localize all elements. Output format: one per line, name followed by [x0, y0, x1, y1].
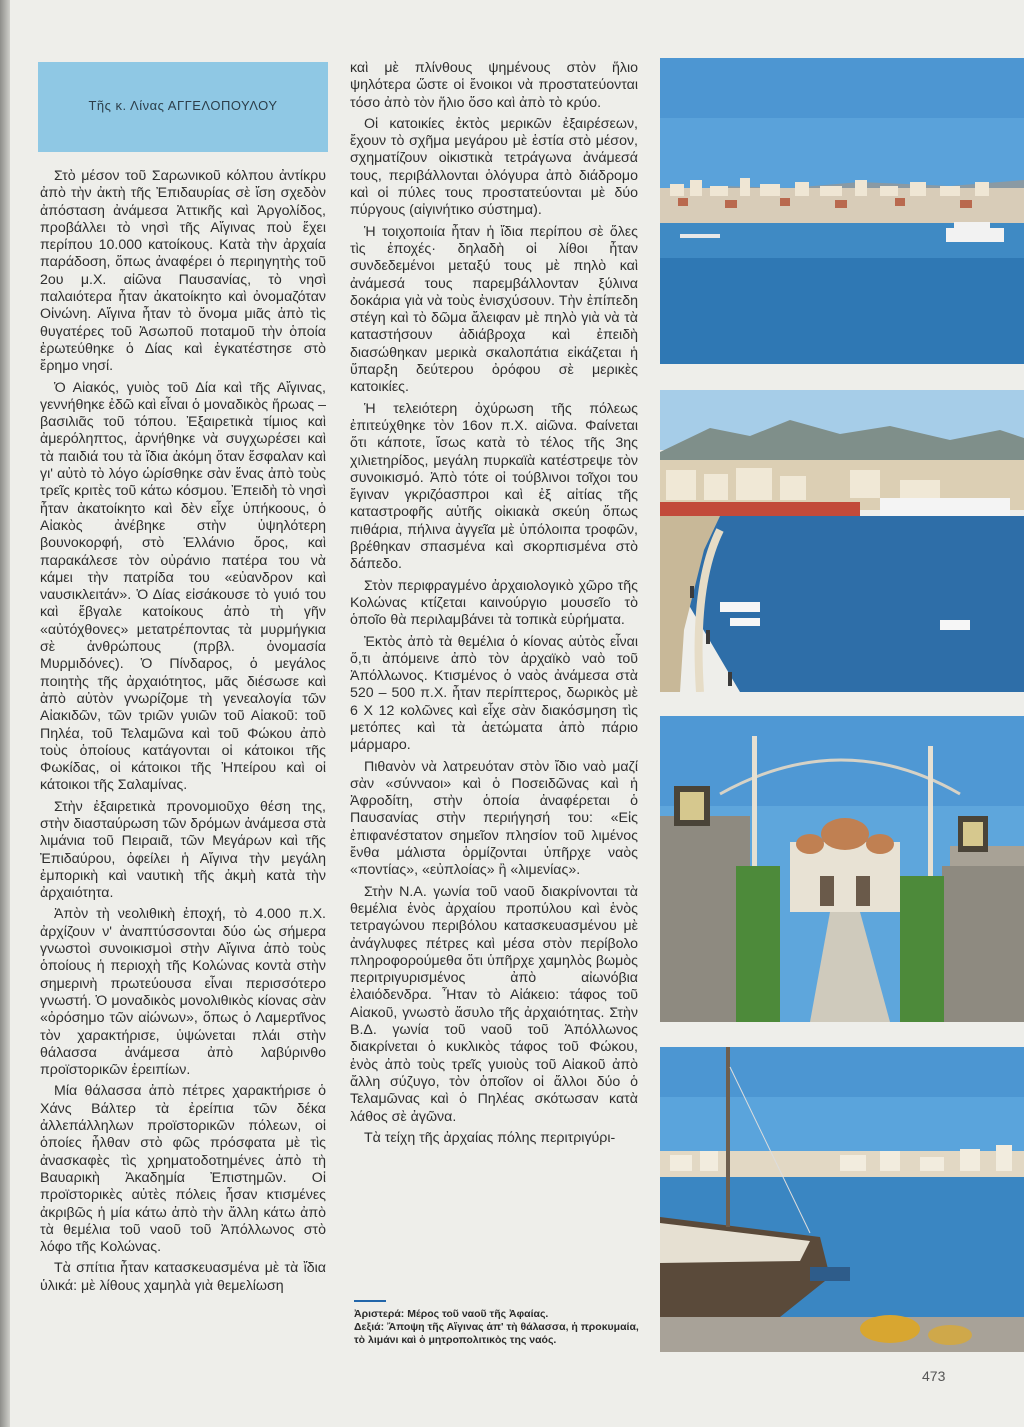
paragraph: Οἱ κατοικίες ἐκτὸς μερικῶν ἐξαιρέσεων, ἔχουν τὸ σχῆμα μεγάρου μὲ ἑστία στὸ μέσον, σχηματίζουν οἰκιστικὰ τετράγωνα ἀνάμεσά τους, περιβάλλονται ὁλόγυρα ἀπὸ διάδρομο καὶ οἱ πύλες τους προστατεύονται μὲ δύο πύργους (αἰγινήτικο σύστημα).	[350, 115, 638, 219]
paragraph: Ἡ τελειότερη ὀχύρωση τῆς πόλεως ἐπιτεύχθηκε τὸν 16ον π.Χ. αἰῶνα. Φαίνεται ὅτι κάποτε, ἴσως κατὰ τὸ τέλος τῆς 3ης χιλιετηρίδος, μεγάλη πυρκαϊὰ κατέστρεψε τὸν συνοικισμό. Ἀπὸ τότε οἱ τούβλινοι τοῖχοι του ἔγιναν γκριζόασπροι καὶ ἐξ αἰτίας τῆς καταστροφῆς αὐτῆς οἰκιακὰ σκεύη ὅπως πιθάρια, πήλινα ἀγγεῖα μὲ ὑπόλοιπα τροφῶν, βρέθηκαν σπασμένα καὶ σκορπισμένα στὸ δάπεδο.	[350, 400, 638, 573]
page-binding-shadow	[0, 0, 10, 1427]
photo-quay-harbor	[660, 390, 1024, 692]
paragraph: Ἀπὸν τὴ νεολιθικὴ ἐποχή, τὸ 4.000 π.Χ. ἀρχίζουν ν' ἀναπτύσσονται δύο ὡς σήμερα γνωστοὶ συνοικισμοὶ στὴν Αἴγινα ἀπὸ τοὺς ὁποίους ἡ περιοχὴ τῆς Κολώνας κοντὰ στὴν σημερινὴ πρωτεύουσα εἶναι περισσότερο γνωστή. Ὁ μοναδικὸς μονολιθικὸς κίονας σὰν «ὀρόσημο τῶν αἰώνων», ὅπως ὁ Λαμερτῖνος τὸν χαρακτήρισε, ὑψώνεται πλάι στὴν θάλασσα ἀνάμεσα ἀπὸ λαβύρινθο προϊστορικῶν ἐρειπίων.	[40, 906, 326, 1079]
byline-box	[38, 62, 328, 152]
paragraph: Ἐκτὸς ἀπὸ τὰ θεμέλια ὁ κίονας αὐτὸς εἶναι ὅ,τι ἀπόμεινε ἀπὸ τὸν ἀρχαϊκὸ ναὸ τοῦ Ἀπόλλωνος. Κτισμένος ὁ ναὸς ἀνάμεσα στὰ 520 – 500 π.Χ. ἦταν περίπτερος, δωρικὸς μὲ 6 Χ 12 κολῶνες καὶ εἶχε σὰν διακόσμηση τὶς μετόπες καὶ τὰ ἀετώματα ἀπὸ πάριο μάρμαρο.	[350, 633, 638, 754]
photo-aegina-from-sea	[660, 58, 1024, 364]
paragraph: Μία θάλασσα ἀπὸ πέτρες χαρακτήρισε ὁ Χάνς Βάλτερ τὰ ἐρείπια τῶν δέκα ἀλλεπάλληλων προϊστορικῶν πόλεων, οἱ ὁποίες ἦλθαν στὸ φῶς πρόσφατα μὲ τὶς ἀνασκαφὲς τὶς χρηματοδοτημένες ἀπὸ τὴ Βαυαρικὴ Ἀκαδημία Ἐπιστημῶν. Οἱ προϊστορικὲς αὐτὲς πόλεις ἦσαν κτισμένες ἀκριβῶς ἡ μία κάτω ἀπὸ τὴν ἄλλη κάτω ἀπὸ τὰ θεμέλια τοῦ ναοῦ τοῦ Ἀπόλλωνος στὸ λόφο τῆς Κολώνας.	[40, 1083, 326, 1256]
photo-caption	[354, 1300, 650, 1347]
photo-fishing-harbor	[660, 1047, 1024, 1352]
paragraph: Ἡ τοιχοποιία ἦταν ἡ ἴδια περίπου σὲ ὅλες τὶς ἐποχές· δηλαδὴ οἱ λίθοι ἦταν συνδεδεμένοι μεταξύ τους μὲ πηλὸ καὶ ἀνάμεσά τους παρεμβάλλονταν ξύλινα δοκάρια γιὰ νὰ τοὺς ἐνισχύσουν. Τὴν ἐπίπεδη στέγη καὶ τὸ δῶμα ἄλειφαν μὲ πηλὸ γιὰ νὰ τὰ καταστήσουν ἀδιάβροχα καὶ ἐπειδὴ διασώθηκαν μερικὰ σκαλοπάτια εἰκάζεται ἡ ὕπαρξη δεύτερου ὀρόφου σὲ μερικὲς κατοικίες.	[350, 223, 638, 396]
paragraph: Ὁ Αἰακός, γυιὸς τοῦ Δία καὶ τῆς Αἴγινας, γεννήθηκε ἐδῶ καὶ εἶναι ὁ μοναδικὸς ἥρωας – βασιλιᾶς τοῦ τόπου. Ἐξαιρετικὰ τίμιος καὶ ἀμερόληπτος, ἀρνήθηκε νὰ συγχωρέσει καὶ τὰ παιδιά του τὰ ἴδια ἀκόμη ὅταν ἔσφαλαν καὶ γι' αὐτὸ τὸ λόγο ὡρίσθηκε σὰν ἕνας ἀπὸ τοὺς τρεῖς κριτὲς τοῦ κάτω κόσμου. Ἐπειδὴ τὸ νησὶ ἦταν ἀκατοίκητο καὶ δὲν εἶχε ὑπήκοους, ὁ Αἰακὸς ἀνέβηκε στὴν ὑψηλότερη βουνοκορφή, στὸ Ἑλλάνιο ὄρος, καὶ παρακάλεσε τὸν οὐράνιο πατέρα του νὰ κάμει τὴν πατρίδα του «εὐανδρον καὶ ναυσικλειτάν». Ὁ Δίας εἰσάκουσε τὸ γυιό του καὶ ἔβγαλε κατοίκους ἀπὸ τὴ γῆν «αὐτόχθονες» μετατρέποντας τὰ μυρμήγκια σὲ ἀνθρώπους (πρβλ. ὀνομασία Μυρμιδόνες). Ὁ Πίνδαρος, ὁ μεγάλος ποιητὴς τῆς ἀρχαιότητος, μᾶς διέσωσε καὶ ἀπὸ αὐτὸν γνωρίζομε τὴ γενεαλογία τῶν Αἰακιδῶν, τῶν τριῶν γυιῶν τοῦ Αἰακοῦ: τοῦ Πηλέα, τοῦ Τελαμῶνα καὶ τοῦ Φώκου ἀπὸ τοὺς ὁποίους κατάγονται οἱ κάτοικοι τῆς Φωκίδας, οἱ κάτοικοι τῆς Ἠπείρου καὶ οἱ κάτοικοι τῆς Σαλαμίνας.	[40, 379, 326, 794]
text-column-left	[40, 168, 326, 1299]
paragraph: καὶ μὲ πλίνθους ψημένους στὸν ἥλιο ψηλότερα ὥστε οἱ ἔνοικοι νὰ προστατεύονται τόσο ἀπὸ τὸν ἥλιο ὅσο καὶ ἀπὸ τὸ κρύο.	[350, 60, 638, 111]
caption-left: Ἀριστερά: Μέρος τοῦ ναοῦ τῆς Ἀφαίας.	[354, 1308, 549, 1320]
photo-church-gate	[660, 716, 1024, 1022]
paragraph: Στὴν ἐξαιρετικὰ προνομιοῦχο θέση της, στὴν διασταύρωση τῶν δρόμων ἀνάμεσα στὰ λιμάνια τοῦ Πειραιᾶ, τῶν Μεγάρων καὶ τῆς Ἐπιδαύρου, ὀφείλει ἡ Αἴγινα τὴν μεγάλη ἐμπορικὴ καὶ ναυτικὴ τῆς ἀκμὴ κατὰ τὴν ἀρχαιότητα.	[40, 798, 326, 902]
paragraph: Στὸν περιφραγμένο ἀρχαιολογικὸ χῶρο τῆς Κολώνας κτίζεται καινούργιο μουσεῖο τὸ ὁποῖο θὰ περιλαμβάνει τὰ τοπικὰ εὑρήματα.	[350, 577, 638, 629]
paragraph: Στὴν Ν.Α. γωνία τοῦ ναοῦ διακρίνονται τὰ θεμέλια ἑνὸς ἀρχαίου προπύλου καὶ ἑνὸς τετραγώνου περιβόλου κατασκευασμένου μὲ ἀνάγλυφες πέτρες καὶ μέσα στὸν περίβολο πληροφορούμεθα ὅτι ὑπῆρχε χαμηλὸς βωμὸς περιτριγυρισμένος ἀπὸ αἰωνόβια ἐλαιόδενδρα. Ἦταν τὸ Αἰάκειο: τάφος τοῦ Αἰακοῦ, γνωστὸ ἄσυλο τῆς ἀρχαιότητας. Στὴν Β.Δ. γωνία τοῦ ναοῦ τοῦ Ἀπόλλωνος διακρίνεται ὁ κυκλικὸς τάφος τοῦ Φώκου, ἑνὸς ἀπὸ τοὺς τρεῖς γυιοὺς τοῦ Αἰακοῦ ἀπὸ ἄλλη σύζυγο, τὸν ὁποῖον οἱ ἄλλοι δύο ὁ Τελαμῶνας καὶ ὁ Πηλέας σκότωσαν κατὰ λάθος σὲ ἀγῶνα.	[350, 883, 638, 1125]
text-column-middle	[350, 60, 638, 1151]
author-byline: Τῆς κ. Λίνας ΑΓΓΕΛΟΠΟΥΛΟΥ	[88, 98, 278, 113]
paragraph: Πιθανὸν νὰ λατρευόταν στὸν ἴδιο ναὸ μαζί σὰν «σύνναοι» καὶ ὁ Ποσειδῶνας καὶ ἡ Ἀφροδίτη, στὴν ὁποία ἀναφέρεται ὁ Παυσανίας στὴν περιήγησή του: «Εἰς ἐπιφανέστατον σημεῖον πλησίον τοῦ λιμένος ἔνθα μάλιστα ὁρμίζονται ὑπῆρχε ναὸς «ποντίας», «εὐπλοίας» ἢ «λιμενίας».	[350, 758, 638, 879]
page-number: 473	[922, 1368, 946, 1384]
caption-right: Δεξιά: Ἄποψη τῆς Αἴγινας ἀπ' τὴ θάλασσα, ἡ προκυμαία, τὸ λιμάνι καὶ ὁ μητροπολιτικὸς της ναός.	[354, 1321, 639, 1346]
paragraph: Τὰ τείχη τῆς ἀρχαίας πόλης περιτριγύρι-	[364, 1129, 616, 1146]
paragraph: Στὸ μέσον τοῦ Σαρωνικοῦ κόλπου ἀντίκρυ ἀπὸ τὴν ἀκτὴ τῆς Ἐπιδαυρίας σὲ ἴση σχεδὸν ἀπόσταση ἀνάμεσα Ἀττικῆς καὶ Ἀργολίδος, προβάλλει τὸ νησὶ τῆς Αἴγινας ποὺ ἔχει περίπου 10.000 κατοίκους. Κατὰ τὴν ἀρχαία παράδοση, ὅπως ἀναφέρει ὁ περιηγητὴς τοῦ 2ου μ.Χ. αἰῶνα Παυσανίας, τὸ νησὶ παλαιότερα ἦταν ἀκατοίκητο καὶ ὀνομαζόταν Οἰνώνη. Αἴγινα ἦταν τὸ ὄνομα μιᾶς ἀπὸ τὶς θυγατέρες τοῦ Ἀσωποῦ ποταμοῦ τὴν ὁποία ἐρωτεύθηκε ὁ Δίας καὶ ἐγκατέστησε στὸ ἔρημο νησί.	[40, 168, 326, 375]
caption-rule	[354, 1300, 386, 1302]
paragraph: Τὰ σπίτια ἦταν κατασκευασμένα μὲ τὰ ἴδια ὑλικά: μὲ λίθους χαμηλὰ γιὰ θεμελίωση	[40, 1260, 326, 1294]
